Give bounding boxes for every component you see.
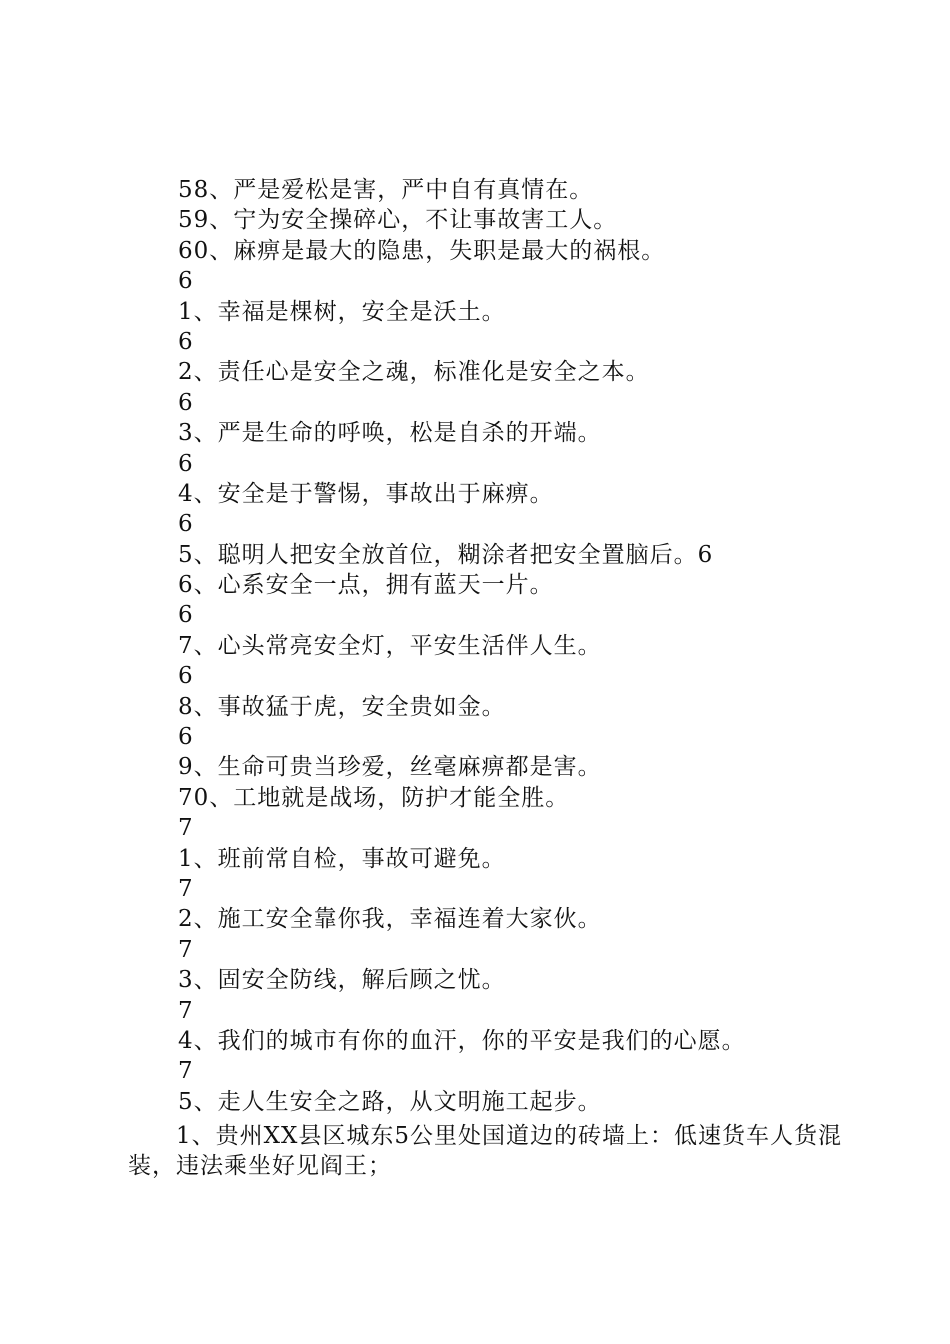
text-line: 2、责任心是安全之魂，标准化是安全之本。 [178, 359, 650, 386]
body-paragraph: 1、贵州XX县区城东5公里处国道边的砖墙上：低速货车人货混装，违法乘坐好见阎王； [128, 1123, 843, 1180]
text-line: 6 [178, 602, 194, 629]
text-line: 4、我们的城市有你的血汗，你的平安是我们的心愿。 [178, 1027, 746, 1054]
text-line: 7 [178, 1058, 194, 1085]
text-line: 3、严是生命的呼唤，松是自杀的开端。 [178, 420, 602, 447]
text-line: 5、走人生安全之路，从文明施工起步。 [178, 1088, 602, 1115]
text-line: 6 [178, 268, 194, 295]
text-line: 5、聪明人把安全放首位，糊涂者把安全置脑后。6 [178, 541, 714, 568]
text-line: 3、固安全防线，解后顾之忧。 [178, 967, 506, 994]
text-line: 6 [178, 511, 194, 538]
text-line: 6 [178, 663, 194, 690]
text-line: 1、幸福是棵树，安全是沃土。 [178, 298, 506, 325]
text-line: 6 [178, 389, 194, 416]
text-line: 7 [178, 997, 194, 1024]
text-line: 2、施工安全靠你我，幸福连着大家伙。 [178, 906, 602, 933]
text-line: 7 [178, 815, 194, 842]
text-line: 1、班前常自检，事故可避免。 [178, 845, 506, 872]
text-line: 8、事故猛于虎，安全贵如金。 [178, 693, 506, 720]
text-line: 6 [178, 450, 194, 477]
slogan-list [178, 175, 858, 1117]
text-line: 59、宁为安全操碎心，不让事故害工人。 [178, 207, 618, 234]
text-line: 9、生命可贵当珍爱，丝毫麻痹都是害。 [178, 754, 602, 781]
text-line: 70、工地就是战场，防护才能全胜。 [178, 784, 570, 811]
text-line: 7 [178, 936, 194, 963]
text-line: 60、麻痹是最大的隐患，失职是最大的祸根。 [178, 237, 666, 264]
text-line: 7、心头常亮安全灯，平安生活伴人生。 [178, 632, 602, 659]
text-line: 4、安全是于警惕，事故出于麻痹。 [178, 480, 554, 507]
text-line: 6、心系安全一点，拥有蓝天一片。 [178, 572, 554, 599]
text-line: 6 [178, 328, 194, 355]
text-line: 6 [178, 724, 194, 751]
text-line: 7 [178, 875, 194, 902]
text-line: 58、严是爱松是害，严中自有真情在。 [178, 177, 594, 203]
